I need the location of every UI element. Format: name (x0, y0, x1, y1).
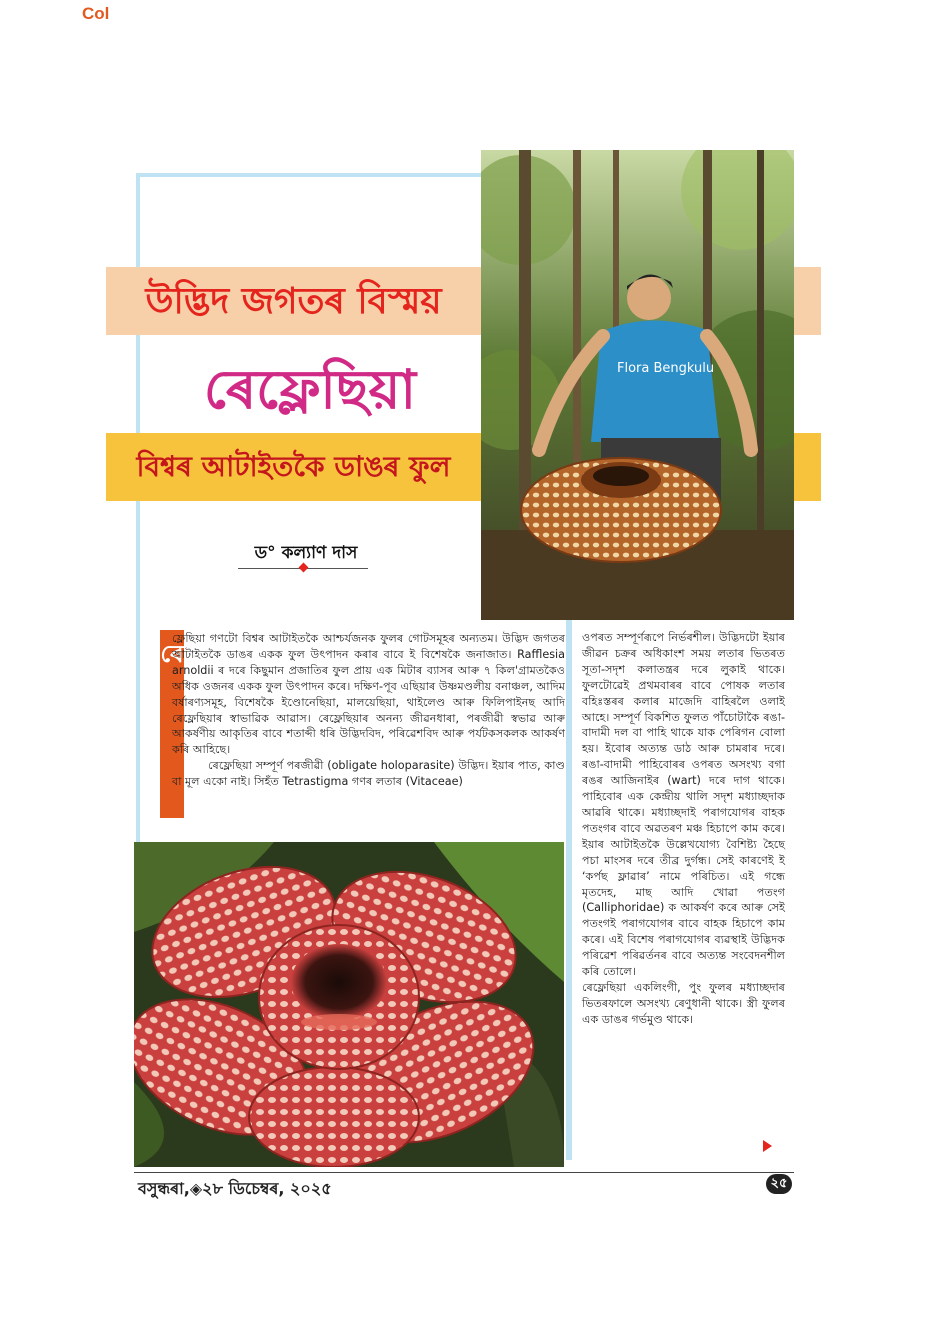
main-title: ৰেফ্লেছিয়া (203, 358, 417, 421)
corner-tag: Col (82, 4, 110, 23)
paragraph-intro: ফ্লেছিয়া গণটো বিশ্বৰ আটাইতকৈ আশ্চৰ্যজনক ফুলৰ গোটসমূহৰ অন্যতম। উদ্ভিদ জগতৰ আটাইতকৈ ডাঙৰ একক ফুল উৎপাদন কৰাৰ বাবে ই বিশেষকৈ জনাজাত। Rafflesia arnoldii ৰ দৰে কিছুমান প্ৰজাতিৰ ফুল প্ৰায় এক মিটাৰ ব্যাসৰ আৰু ৭ কিল'গ্ৰামতকৈও অধিক ওজনৰ একক ফুল উৎপাদন কৰে। দক্ষিণ-পূব এছিয়াৰ উষ্ণমণ্ডলীয় বনাঞ্চল, আদিম বৰ্ষাৰণ্যসমূহ, বিশেষকৈ ইণ্ডোনেছিয়া, মালয়েছিয়া, থাইলেণ্ড আৰু ফিলিপাইনছ আদি ৰেফ্লেছিয়াৰ স্বাভাৱিক আৱাস। ৰেফ্লেছিয়াৰ অনন্য জীৱনধাৰা, পৰজীৱী স্বভাৱ আৰু আকৰ্ষণীয় আকৃতিৰ বাবে শতাব্দী ধৰি উদ্ভিদবিদ, পৰিৱেশবিদ আৰু পৰ্যটকসকলক আকৰ্ষণ কৰি আহিছে। (172, 632, 565, 757)
paragraph-sexes: ৰেফ্লেছিয়া একলিংগী, পুং ফুলৰ মধ্যাচ্ছদাৰ ভিতৰফালে অসংখ্য ৰেণুধানী থাকে। স্ত্ৰী ফুলৰ এক ডাঙৰ গৰ্ভমুণ্ড থাকে। (582, 980, 785, 1026)
footer-publication: বসুন্ধৰা,◈২৮ ডিচেম্বৰ, ২০২৫ (138, 1179, 332, 1198)
forest-photo (481, 150, 794, 620)
frame-divider (566, 620, 572, 1160)
kicker-title: উদ্ভিদ জগতৰ বিস্ময় (145, 281, 442, 322)
paragraph-parasite: ৰেফ্লেছিয়া সম্পূৰ্ণ পৰজীৱী (obligate holoparasite) উদ্ভিদ। ইয়াৰ পাত, কাণ্ড বা মূল একো নাই। সিহঁত Tetrastigma গণৰ লতাৰ (Vitaceae) (172, 759, 565, 789)
article-column-left (172, 631, 565, 790)
subtitle: বিশ্বৰ আটাইতকৈ ডাঙৰ ফুল (136, 450, 451, 483)
rafflesia-photo (134, 842, 564, 1167)
shirt-text: Flora Bengkulu (617, 361, 715, 376)
continue-arrow-icon (763, 1140, 772, 1152)
page-number: ২৫ (766, 1174, 792, 1194)
drop-cap: ৰে (160, 640, 184, 668)
author-name: ড° কল্যাণ দাস (254, 543, 358, 563)
article-column-right (582, 630, 785, 1028)
paragraph-description: ওপৰত সম্পূৰ্ণৰূপে নিৰ্ভৰশীল। উদ্ভিদটো ইয়াৰ জীৱন চক্ৰৰ অধিকাংশ সময় লতাৰ ভিতৰত সূতা-সদৃশ কলাতন্ত্ৰৰ দৰে লুকাই থাকে। ফুলটোৱেই প্ৰথমবাৰৰ বাবে পোষক লতাৰ বহিঃস্তৰৰ কলাৰ মাজেদি বাহিৰলৈ ওলাই আহে। সম্পূৰ্ণ বিকশিত ফুলত পাঁচোটাকৈ ৰঙা-বাদামী দল বা পাহি থাকে যাক পেৰিগন বোলা হয়। ইবোৰ অত্যন্ত ডাঠ আৰু চামৰাৰ দৰে। ৰঙা-বাদামী পাহিবোৰৰ ওপৰত অসংখ্য বগা ৰঙৰ আজিনাইৰ (wart) দৰে দাগ থাকে। পাহিবোৰ এক কেন্দ্ৰীয় থালি সদৃশ মধ্যাচ্ছদাক আৱৰি থাকে। মধ্যাচ্ছদাই পৰাগযোগৰ বাহক পতংগৰ বাবে অৱতৰণ মঞ্চ হিচাপে কাম কৰে। ইয়াৰ আটাইতকৈ উল্লেখযোগ্য বৈশিষ্ট্য হৈছে পচা মাংসৰ দৰে তীব্ৰ দুৰ্গন্ধ। সেই কাৰণেই ই ‘কৰ্পছ ফ্লাৱাৰ’ নামে পৰিচিত। এই গন্ধে মৃতদেহ, মাছ আদি খোৱা পতংগ (Calliphoridae) ক আকৰ্ষণ কৰে আৰু সেই পতংগই পৰাগযোগৰ বাবে বাহক হিচাপে কাম কৰে। এই বিশেষ পৰাগযোগৰ ব্যৱস্থাই উদ্ভিদক পৰিৱেশ পৰিৱৰ্তনৰ বাবে অত্যন্ত সংবেদনশীল কৰি তোলে। (582, 631, 785, 979)
footer-rule (134, 1172, 794, 1173)
